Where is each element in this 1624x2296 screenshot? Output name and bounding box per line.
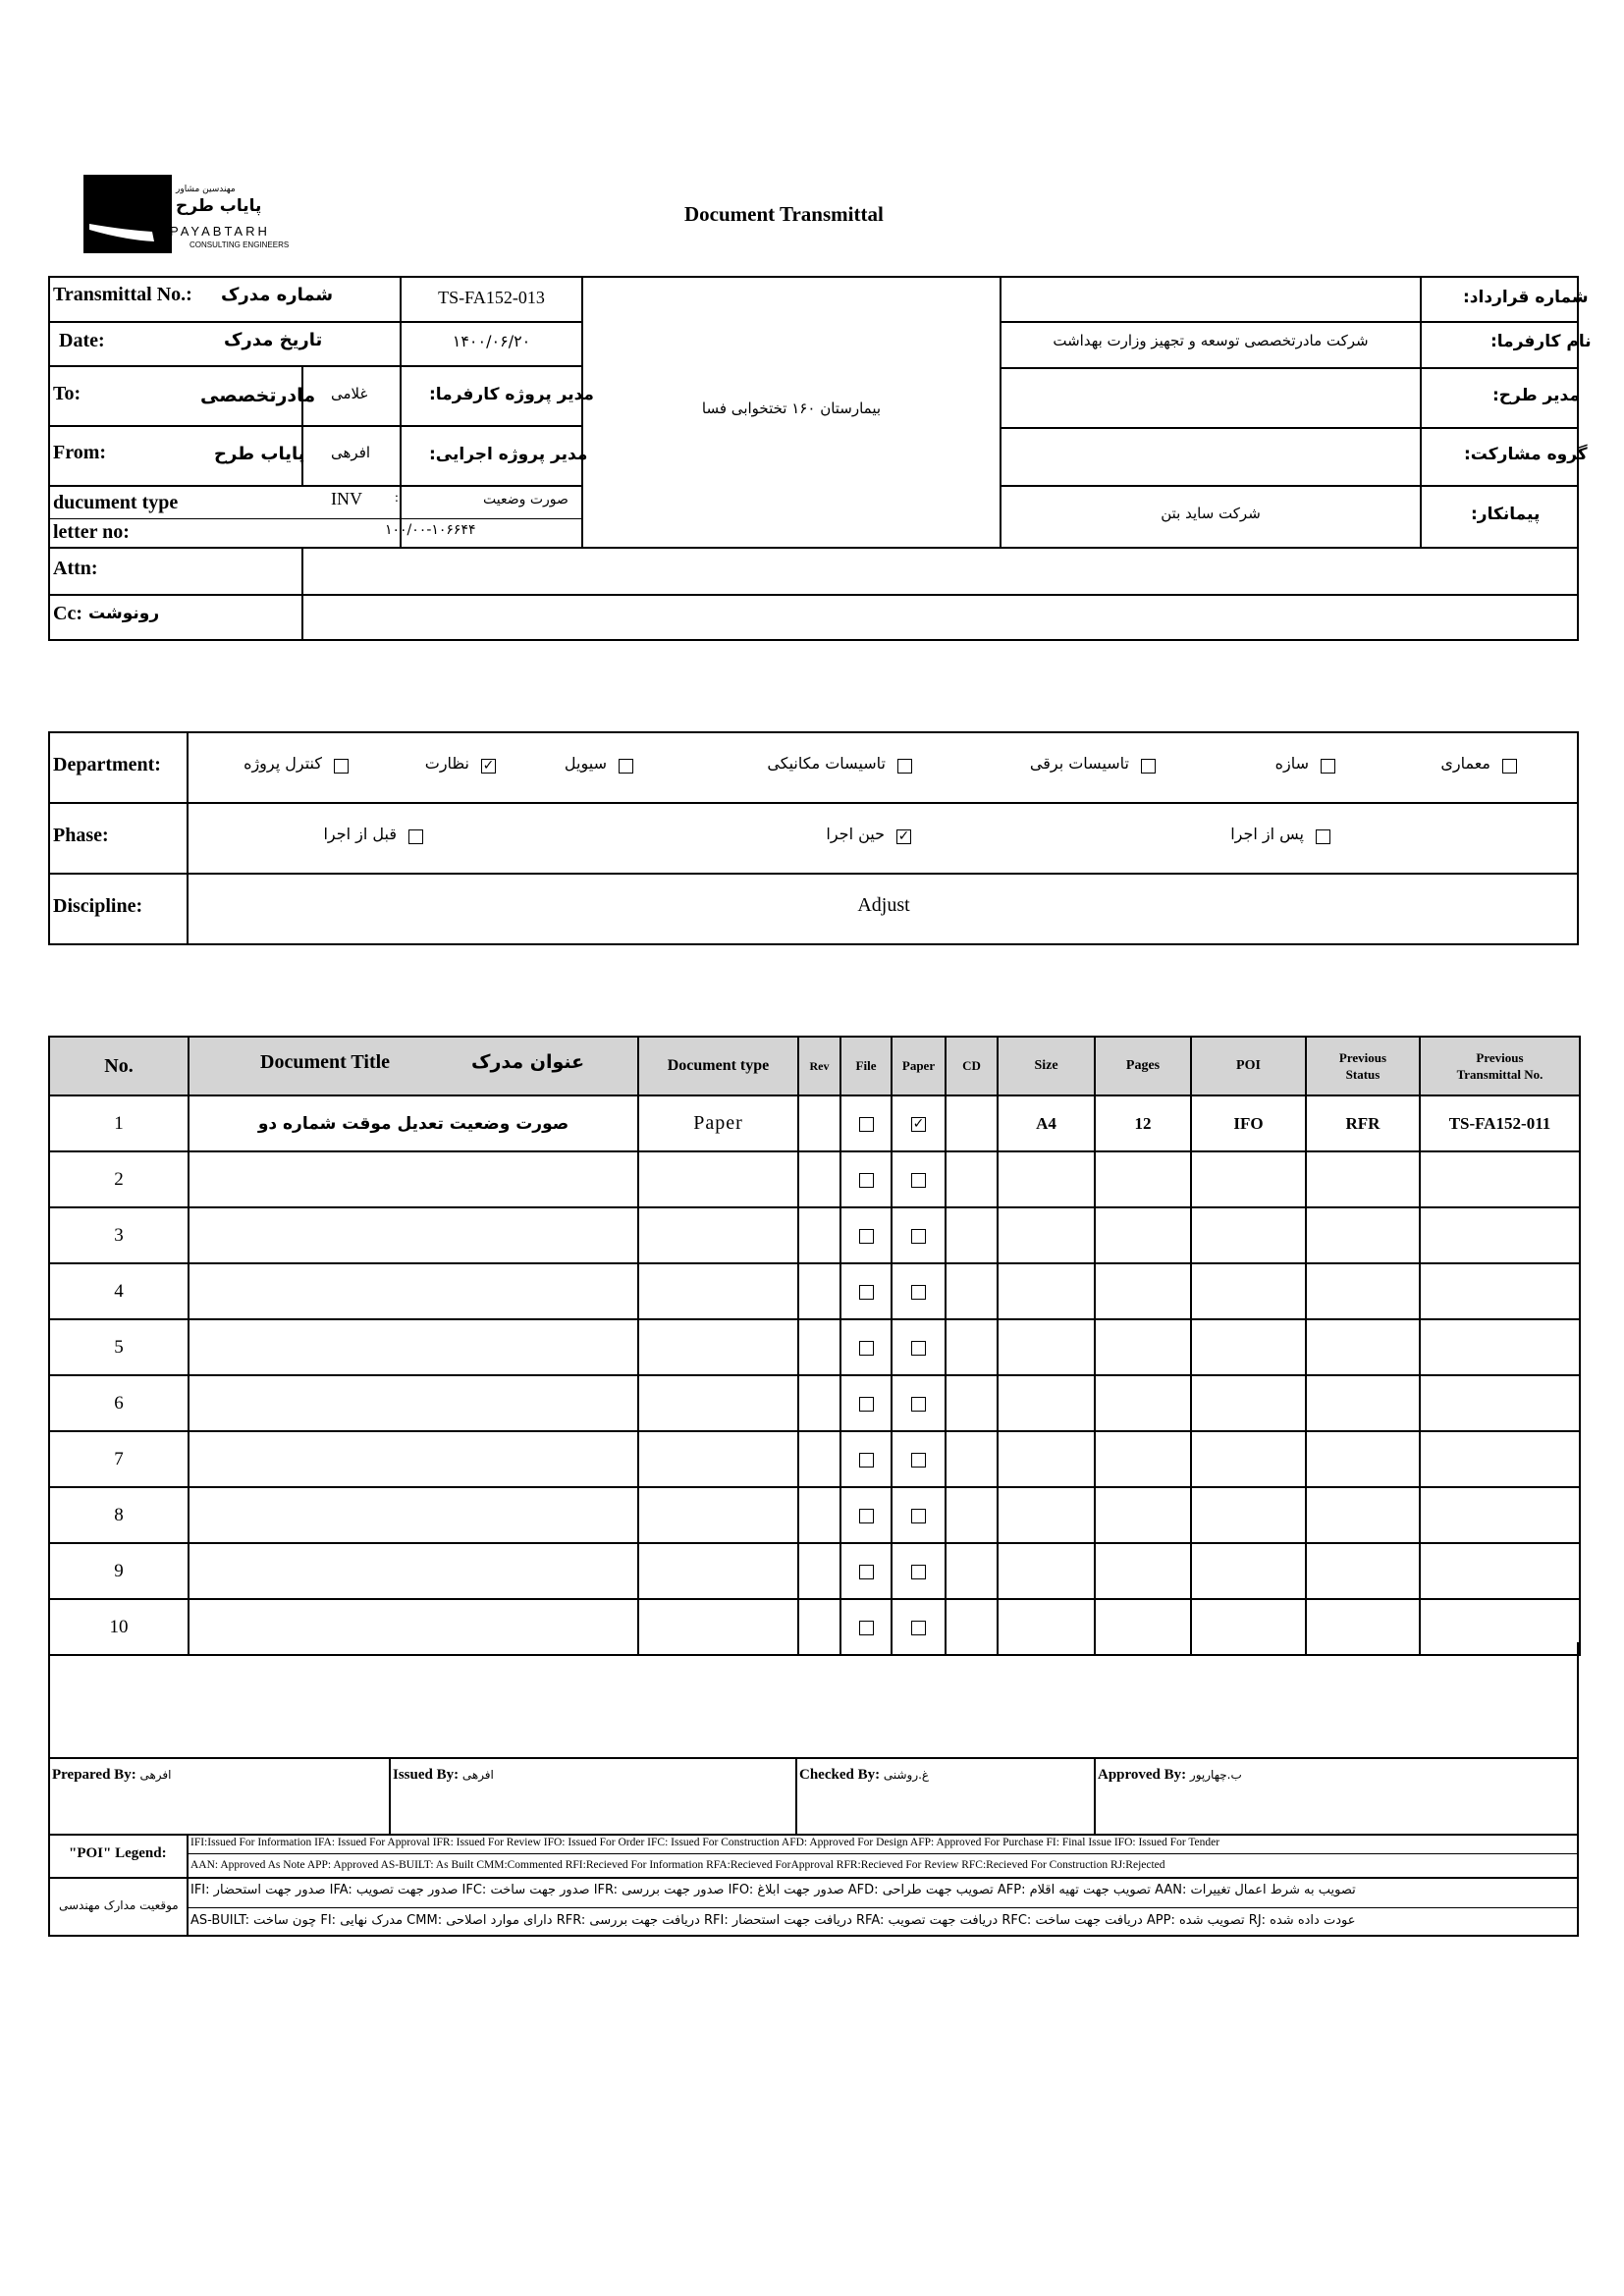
header-prev-transmittal: Previous Transmittal No. <box>1420 1037 1580 1095</box>
logo-text-fa-small: مهندسین مشاور <box>176 185 236 194</box>
cell-prev-transmittal: TS-FA152-011 <box>1420 1095 1580 1151</box>
cell-rev <box>798 1207 840 1263</box>
project-name: بیمارستان ۱۶۰ تختخوابی فسا <box>701 400 882 417</box>
cell-doc-type <box>638 1487 798 1543</box>
cell-poi <box>1191 1263 1306 1319</box>
cell-size <box>998 1431 1095 1487</box>
file-checkbox[interactable] <box>859 1341 874 1356</box>
cell-no: 4 <box>49 1263 189 1319</box>
cell-paper <box>892 1095 946 1151</box>
table-row <box>49 1319 1580 1375</box>
documents-table-body <box>49 1095 1580 1655</box>
contractor-label: پیمانکار: <box>1471 505 1541 524</box>
cell-prev-status <box>1306 1487 1420 1543</box>
cell-rev <box>798 1487 840 1543</box>
header-title-fa: عنوان مدرک <box>471 1051 585 1073</box>
cell-prev-status <box>1306 1207 1420 1263</box>
cell-cd <box>946 1487 998 1543</box>
approved-label: Approved By: <box>1098 1767 1187 1783</box>
cell-title <box>189 1543 638 1599</box>
checked-by <box>799 1767 929 1784</box>
cell-prev-transmittal <box>1420 1207 1580 1263</box>
table-row <box>49 1375 1580 1431</box>
header-paper: Paper <box>892 1037 946 1095</box>
designer-label: مدیر طرح: <box>1492 386 1580 405</box>
department-option-label: معماری <box>1440 754 1490 773</box>
cell-no: 2 <box>49 1151 189 1207</box>
header-poi: POI <box>1191 1037 1306 1095</box>
cell-cd <box>946 1431 998 1487</box>
cell-paper <box>892 1487 946 1543</box>
phase-checkbox[interactable] <box>1316 829 1330 844</box>
partner-label: گروه مشارکت: <box>1464 445 1588 464</box>
cell-rev <box>798 1151 840 1207</box>
phase-checkbox[interactable] <box>408 829 423 844</box>
cell-prev-status <box>1306 1431 1420 1487</box>
department-checkbox[interactable] <box>334 759 349 774</box>
cell-cd <box>946 1095 998 1151</box>
file-checkbox[interactable] <box>859 1173 874 1188</box>
cell-size <box>998 1151 1095 1207</box>
cell-pages <box>1095 1375 1191 1431</box>
cell-file <box>840 1095 892 1151</box>
company-logo <box>83 175 299 258</box>
cell-poi <box>1191 1487 1306 1543</box>
documents-table <box>48 1036 1581 1656</box>
transmittal-label-fa: شماره مدرک <box>221 285 334 305</box>
paper-checkbox[interactable] <box>911 1285 926 1300</box>
transmittal-label: Transmittal No.: <box>53 284 192 305</box>
cell-size <box>998 1319 1095 1375</box>
status-legend-label: موقعیت مدارک مهندسی <box>59 1898 179 1912</box>
cell-doc-type <box>638 1263 798 1319</box>
cell-size <box>998 1543 1095 1599</box>
cell-title <box>189 1207 638 1263</box>
from-manager-name: افرهی <box>331 444 371 461</box>
table-row <box>49 1263 1580 1319</box>
table-header-row <box>49 1037 1580 1095</box>
cell-file <box>840 1375 892 1431</box>
to-label: To: <box>53 383 81 404</box>
paper-checkbox[interactable] <box>911 1397 926 1412</box>
file-checkbox[interactable] <box>859 1621 874 1635</box>
from-value: پایاب طرح <box>214 444 305 464</box>
cell-cd <box>946 1543 998 1599</box>
table-row <box>49 1151 1580 1207</box>
cell-rev <box>798 1095 840 1151</box>
cell-pages <box>1095 1319 1191 1375</box>
file-checkbox[interactable] <box>859 1509 874 1523</box>
paper-checkbox[interactable]: ✓ <box>912 1115 925 1132</box>
cell-cd <box>946 1151 998 1207</box>
issued-by <box>393 1767 494 1784</box>
cell-poi: IFO <box>1191 1095 1306 1151</box>
cell-doc-type <box>638 1375 798 1431</box>
cell-doc-type <box>638 1431 798 1487</box>
status-legend-line-2: AS-BUILT: چون ساخت FI: مدرک نهایی CMM: دارای موارد اصلاحی RFR: دریافت جهت بررسی RFI: دریافت جهت استحضار RFA: دریافت جهت تصویب RFC: دریافت جهت ساخت APP: تصویب شده RJ: عودت داده شده <box>190 1913 1356 1928</box>
cell-prev-status <box>1306 1375 1420 1431</box>
cell-file <box>840 1319 892 1375</box>
doctype-fa: صورت وضعیت <box>483 492 568 507</box>
table-row <box>49 1543 1580 1599</box>
department-checkbox[interactable] <box>1141 759 1156 774</box>
cc-label: Cc: <box>53 603 82 624</box>
cell-size <box>998 1487 1095 1543</box>
logo-text-en: PAYABTARH <box>170 224 270 239</box>
cell-title <box>189 1319 638 1375</box>
cell-prev-transmittal <box>1420 1375 1580 1431</box>
department-checkbox[interactable] <box>1502 759 1517 774</box>
cell-paper <box>892 1375 946 1431</box>
contract-label: شماره قرارداد: <box>1463 288 1589 307</box>
cell-poi <box>1191 1543 1306 1599</box>
cell-no: 10 <box>49 1599 189 1655</box>
employer-label: نام کارفرما: <box>1490 332 1592 351</box>
cell-prev-transmittal <box>1420 1151 1580 1207</box>
cell-cd <box>946 1375 998 1431</box>
cell-no: 9 <box>49 1543 189 1599</box>
phase-label: Phase: <box>53 825 109 846</box>
cell-prev-status: RFR <box>1306 1095 1420 1151</box>
cell-no: 1 <box>49 1095 189 1151</box>
cell-size <box>998 1263 1095 1319</box>
cell-prev-transmittal <box>1420 1319 1580 1375</box>
header-doctype: Document type <box>638 1037 798 1095</box>
prepared-value: افرهی <box>139 1768 172 1782</box>
department-option-label: کنترل پروژه <box>244 754 322 773</box>
cell-pages <box>1095 1543 1191 1599</box>
cell-pages <box>1095 1263 1191 1319</box>
issued-value: افرهی <box>461 1768 494 1782</box>
file-checkbox[interactable] <box>859 1565 874 1579</box>
department-checkbox[interactable]: ✓ <box>482 758 495 774</box>
cell-cd <box>946 1207 998 1263</box>
doctype-colon: : <box>395 491 399 506</box>
cell-pages <box>1095 1151 1191 1207</box>
discipline-value: Adjust <box>857 894 910 916</box>
logo-text-sub: CONSULTING ENGINEERS <box>189 240 290 249</box>
checked-label: Checked By: <box>799 1767 881 1783</box>
department-checkbox[interactable] <box>619 759 633 774</box>
cell-title <box>189 1431 638 1487</box>
cell-cd <box>946 1263 998 1319</box>
phase-option-label: حین اجرا <box>826 825 885 843</box>
doctype-label: ducument type <box>53 492 179 513</box>
from-label: From: <box>53 442 107 463</box>
cell-title <box>189 1151 638 1207</box>
date-label-fa: تاریخ مدرک <box>224 330 323 350</box>
logo-mark-icon <box>83 175 172 253</box>
cell-poi <box>1191 1151 1306 1207</box>
department-option-label: سیویل <box>564 754 607 773</box>
discipline-label: Discipline: <box>53 895 143 917</box>
paper-checkbox[interactable] <box>911 1173 926 1188</box>
logo-text-fa: پایاب طرح <box>176 196 262 216</box>
cc-label-fa: رونوشت <box>88 604 160 623</box>
cell-pages <box>1095 1431 1191 1487</box>
header-rev: Rev <box>798 1037 840 1095</box>
department-option-label: تاسیسات برقی <box>1029 754 1129 773</box>
file-checkbox[interactable] <box>859 1117 874 1132</box>
cell-prev-transmittal <box>1420 1543 1580 1599</box>
cell-prev-transmittal <box>1420 1487 1580 1543</box>
department-option-label: سازه <box>1274 754 1309 773</box>
header-no: No. <box>49 1037 189 1095</box>
phase-option-label: پس از اجرا <box>1230 825 1304 843</box>
cell-title <box>189 1487 638 1543</box>
approved-value: ب.چهارپور <box>1189 1768 1242 1782</box>
cell-rev <box>798 1375 840 1431</box>
cell-no: 6 <box>49 1375 189 1431</box>
phase-option-label: قبل از اجرا <box>323 825 397 843</box>
cell-no: 3 <box>49 1207 189 1263</box>
status-legend-line-1: IFI: صدور جهت استحضار IFA: صدور جهت تصویب IFC: صدور جهت ساخت IFR: صدور جهت بررسی IFO: صدور جهت ابلاغ AFD: تصویب جهت طراحی AFP: تصویب جهت تهیه اقلام AAN: تصویب به شرط اعمال تغییرات <box>190 1883 1356 1897</box>
phase-checkbox[interactable]: ✓ <box>897 828 910 844</box>
cell-doc-type <box>638 1543 798 1599</box>
cell-rev <box>798 1263 840 1319</box>
file-checkbox[interactable] <box>859 1285 874 1300</box>
header-size: Size <box>998 1037 1095 1095</box>
paper-checkbox[interactable] <box>911 1453 926 1468</box>
doctype-value: INV <box>331 489 362 508</box>
letter-label: letter no: <box>53 521 130 543</box>
prepared-by <box>52 1767 171 1784</box>
cell-size <box>998 1207 1095 1263</box>
file-checkbox[interactable] <box>859 1229 874 1244</box>
paper-checkbox[interactable] <box>911 1565 926 1579</box>
cell-pages <box>1095 1487 1191 1543</box>
cell-size: A4 <box>998 1095 1095 1151</box>
cell-poi <box>1191 1207 1306 1263</box>
cell-no: 7 <box>49 1431 189 1487</box>
cell-file <box>840 1263 892 1319</box>
paper-checkbox[interactable] <box>911 1229 926 1244</box>
cell-title: صورت وضعیت تعدیل موقت شماره دو <box>189 1095 638 1151</box>
cell-rev <box>798 1543 840 1599</box>
cell-size <box>998 1375 1095 1431</box>
department-option-label: تاسیسات مکانیکی <box>767 754 886 773</box>
cell-paper <box>892 1431 946 1487</box>
prepared-label: Prepared By: <box>52 1767 136 1783</box>
header-pages: Pages <box>1095 1037 1191 1095</box>
header-title-en: Document Title <box>260 1051 391 1073</box>
poi-legend-line-1: IFI:Issued For Information IFA: Issued For Approval IFR: Issued For Review IFO: Issued For Order IFC: Issued For Construction AFD: Approved For Design AFP: Approved For Purchase FI: Final Issue IFO: Issued For Tender <box>190 1837 1220 1848</box>
poi-legend-label: "POI" Legend: <box>69 1845 167 1861</box>
cell-cd <box>946 1319 998 1375</box>
table-row <box>49 1207 1580 1263</box>
cell-file <box>840 1431 892 1487</box>
transmittal-number: TS-FA152-013 <box>438 288 545 307</box>
cell-doc-type: Paper <box>638 1095 798 1151</box>
file-checkbox[interactable] <box>859 1453 874 1468</box>
employer-value: شرکت مادرتخصصی توسعه و تجهیز وزارت بهداشت <box>1053 332 1369 349</box>
header-title <box>189 1037 638 1095</box>
cell-pages: 12 <box>1095 1095 1191 1151</box>
cell-title <box>189 1263 638 1319</box>
cell-file <box>840 1543 892 1599</box>
file-checkbox[interactable] <box>859 1397 874 1412</box>
cell-prev-transmittal <box>1420 1263 1580 1319</box>
issued-label: Issued By: <box>393 1767 460 1783</box>
cell-no: 5 <box>49 1319 189 1375</box>
date-label: Date: <box>59 330 105 351</box>
letter-value: ۱۰۰/۰۰-۱۰۶۶۴۴ <box>385 522 476 538</box>
cell-file <box>840 1487 892 1543</box>
cell-poi <box>1191 1431 1306 1487</box>
cell-prev-status <box>1306 1151 1420 1207</box>
paper-checkbox[interactable] <box>911 1509 926 1523</box>
cell-poi <box>1191 1319 1306 1375</box>
to-manager-label: مدیر پروژه کارفرما: <box>429 385 594 404</box>
checked-value: غ.روشنی <box>883 1768 930 1782</box>
header-file: File <box>840 1037 892 1095</box>
cell-poi <box>1191 1375 1306 1431</box>
cell-doc-type <box>638 1151 798 1207</box>
to-value: مادرتخصصی <box>200 385 316 406</box>
poi-legend-line-2: AAN: Approved As Note APP: Approved AS-BUILT: As Built CMM:Commented RFI:Recieved For Information RFA:Recieved ForApproval RFR:Recieved For Review RFC:Recieved For Construction RJ:Rejected <box>190 1859 1165 1871</box>
cell-prev-status <box>1306 1263 1420 1319</box>
cell-prev-transmittal <box>1420 1431 1580 1487</box>
cell-prev-status <box>1306 1319 1420 1375</box>
header-prev-status: Previous Status <box>1306 1037 1420 1095</box>
cell-rev <box>798 1319 840 1375</box>
table-row <box>49 1487 1580 1543</box>
cell-no: 8 <box>49 1487 189 1543</box>
department-option-label: نظارت <box>424 754 469 773</box>
cell-paper <box>892 1207 946 1263</box>
cell-doc-type <box>638 1319 798 1375</box>
header-cd: CD <box>946 1037 998 1095</box>
paper-checkbox[interactable] <box>911 1341 926 1356</box>
cell-file <box>840 1207 892 1263</box>
department-checkbox[interactable] <box>1321 759 1335 774</box>
cell-paper <box>892 1263 946 1319</box>
cell-pages <box>1095 1207 1191 1263</box>
date-value: ۱۴۰۰/۰۶/۲۰ <box>452 332 531 350</box>
cell-prev-status <box>1306 1543 1420 1599</box>
department-checkbox[interactable] <box>897 759 912 774</box>
attn-label: Attn: <box>53 558 98 579</box>
table-row <box>49 1431 1580 1487</box>
to-manager-name: غلامی <box>331 385 368 402</box>
paper-checkbox[interactable] <box>911 1621 926 1635</box>
cell-doc-type <box>638 1207 798 1263</box>
cell-paper <box>892 1543 946 1599</box>
cell-title <box>189 1375 638 1431</box>
approved-by <box>1098 1767 1242 1784</box>
cell-paper <box>892 1151 946 1207</box>
department-label: Department: <box>53 754 161 775</box>
page-title: Document Transmittal <box>684 202 884 226</box>
contractor-value: شرکت ساید بتن <box>1161 505 1261 522</box>
cell-rev <box>798 1431 840 1487</box>
table-row <box>49 1095 1580 1151</box>
cell-file <box>840 1151 892 1207</box>
from-manager-label: مدیر پروژه اجرایی: <box>429 445 588 464</box>
cell-paper <box>892 1319 946 1375</box>
